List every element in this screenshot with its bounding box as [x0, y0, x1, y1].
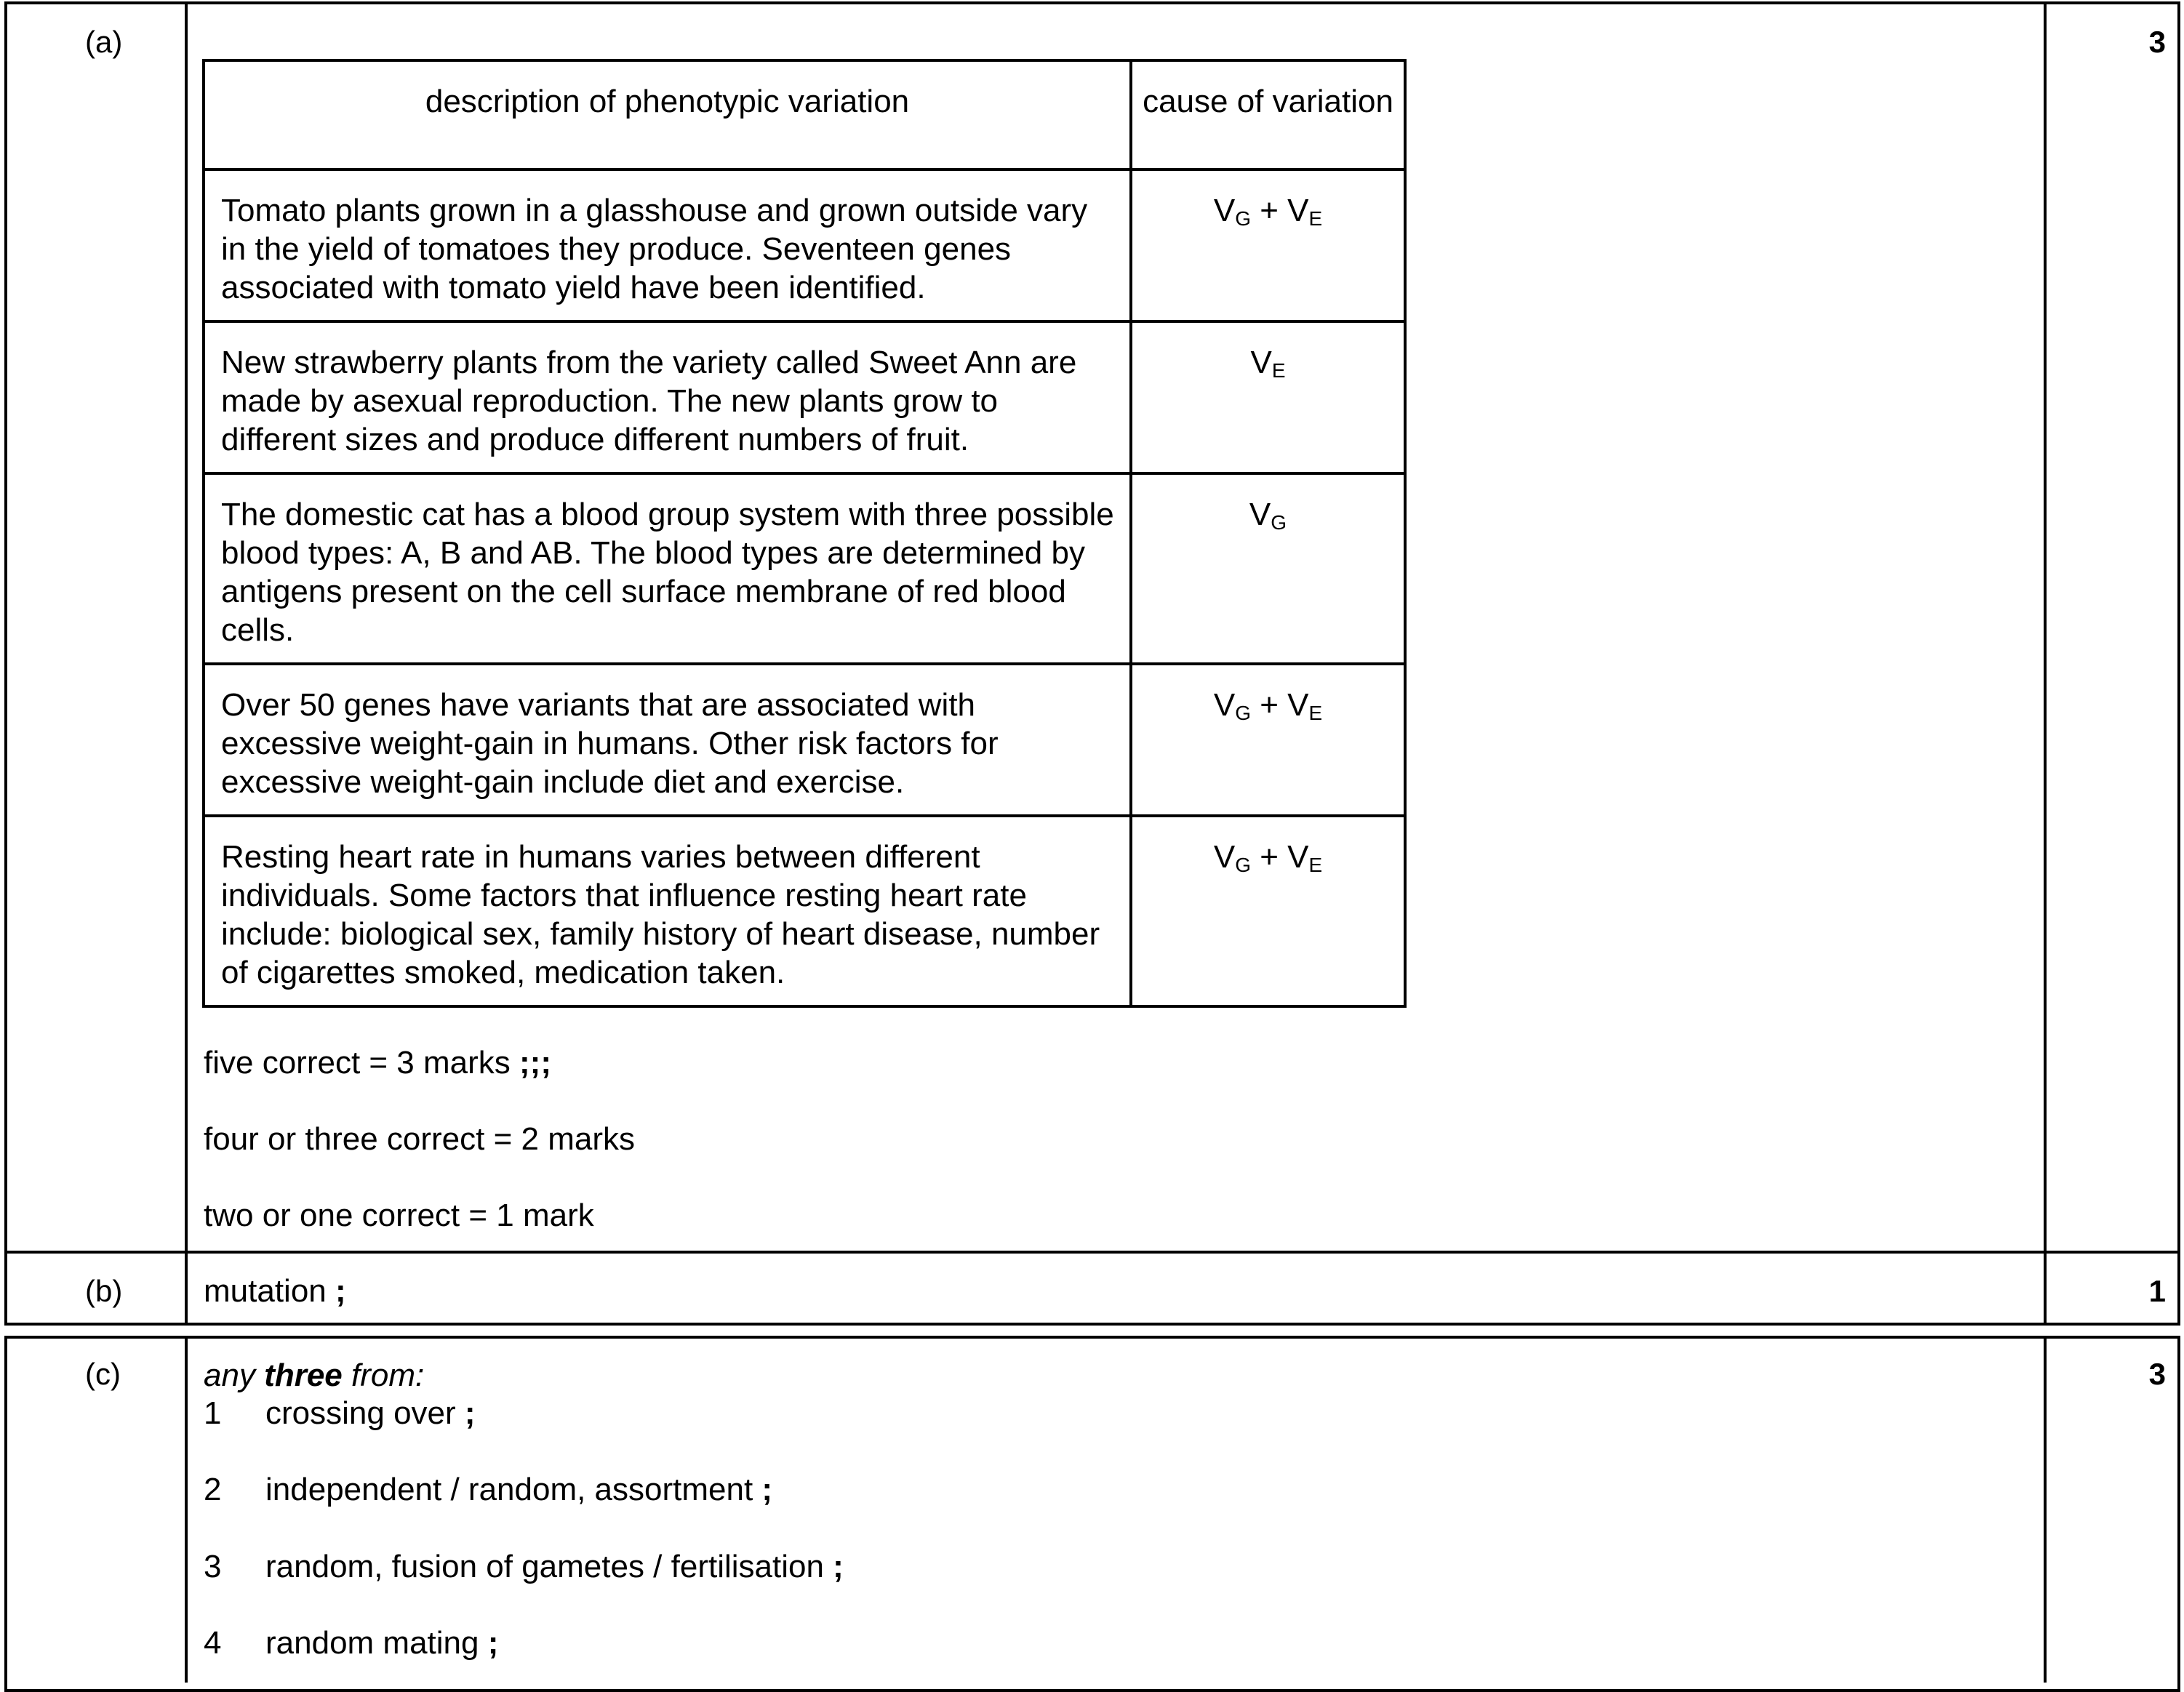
row-cause: $V_G + V_E$	[1131, 169, 1405, 321]
intro-bold: three	[264, 1358, 343, 1393]
row-description: Tomato plants grown in a glasshouse and grown outside vary in the yield of tomatoes they produce. Seventeen genes associated with tomato yield have been identified.	[204, 169, 1131, 321]
header-description: description of phenotypic variation	[204, 60, 1131, 169]
answer-text: mutation	[204, 1273, 327, 1309]
point-semicolon: ;	[464, 1395, 476, 1431]
point-text: crossing over	[265, 1395, 456, 1431]
scheme-line-2	[204, 1120, 635, 1158]
part-a-marks: 3	[2148, 25, 2166, 59]
table-row	[204, 321, 1405, 473]
point-semicolon: ;	[761, 1472, 773, 1507]
point-number: 1	[204, 1395, 222, 1431]
variation-table	[202, 59, 1407, 1008]
header-cause: cause of variation	[1131, 60, 1405, 169]
table-row	[204, 473, 1405, 664]
point-text: random, fusion of gametes / fertilisation	[265, 1549, 824, 1584]
row-description: New strawberry plants from the variety called Sweet Ann are made by asexual reproduction. The new plants grow to different sizes and produce different numbers of fruit.	[204, 321, 1131, 473]
part-c-label: (c)	[85, 1357, 121, 1391]
row-description: Resting heart rate in humans varies between different individuals. Some factors that influence resting heart rate include: biological sex, family history of heart disease, number of cigarettes smoked, medication taken.	[204, 816, 1131, 1006]
table-row	[204, 664, 1405, 816]
part-b-label: (b)	[85, 1274, 123, 1308]
part-a-label: (a)	[85, 25, 123, 59]
part-c-marks: 3	[2148, 1357, 2166, 1391]
row-cause: $V_G + V_E$	[1131, 664, 1405, 816]
point-text: independent / random, assortment	[265, 1472, 753, 1507]
row-cause: $V_G$	[1131, 473, 1405, 664]
point-semicolon: ;	[487, 1625, 499, 1661]
point-number: 3	[204, 1549, 222, 1584]
column-divider-left	[185, 1, 188, 1326]
scheme-line-3	[204, 1197, 594, 1235]
row-description: The domestic cat has a blood group system with three possible blood types: A, B and AB. The blood types are determined by antigens present on the cell surface membrane of red blood cells.	[204, 473, 1131, 664]
scheme-line-1	[204, 1044, 551, 1082]
part-b-marks: 1	[2148, 1274, 2166, 1308]
point-3	[265, 1548, 844, 1586]
scheme-text: five correct = 3 marks	[204, 1045, 511, 1080]
column-divider-right-c	[2044, 1336, 2047, 1683]
point-text: random mating	[265, 1625, 479, 1661]
point-number: 4	[204, 1625, 222, 1661]
table-row	[204, 816, 1405, 1006]
scheme-semicolons: ;;;	[519, 1045, 551, 1080]
column-divider-right	[2044, 1, 2047, 1326]
scheme-text: two or one correct = 1 mark	[204, 1198, 594, 1233]
part-c-intro	[204, 1357, 424, 1395]
point-semicolon: ;	[833, 1549, 844, 1584]
row-cause: $V_E$	[1131, 321, 1405, 473]
row-cause: $V_G + V_E$	[1131, 816, 1405, 1006]
answer-semicolon: ;	[335, 1273, 346, 1309]
point-number: 2	[204, 1472, 222, 1507]
point-2	[265, 1471, 772, 1509]
point-1	[265, 1395, 476, 1432]
intro-pre: any	[204, 1358, 255, 1393]
part-b-answer	[204, 1272, 346, 1310]
point-4	[265, 1624, 498, 1662]
intro-post: from:	[351, 1358, 425, 1393]
table-row	[204, 169, 1405, 321]
scheme-text: four or three correct = 2 marks	[204, 1121, 635, 1157]
row-description: Over 50 genes have variants that are associated with excessive weight-gain in humans. Other risk factors for excessive weight-gain include diet and exercise.	[204, 664, 1131, 816]
column-divider-left-c	[185, 1336, 188, 1683]
row-divider-ab	[4, 1251, 2180, 1254]
